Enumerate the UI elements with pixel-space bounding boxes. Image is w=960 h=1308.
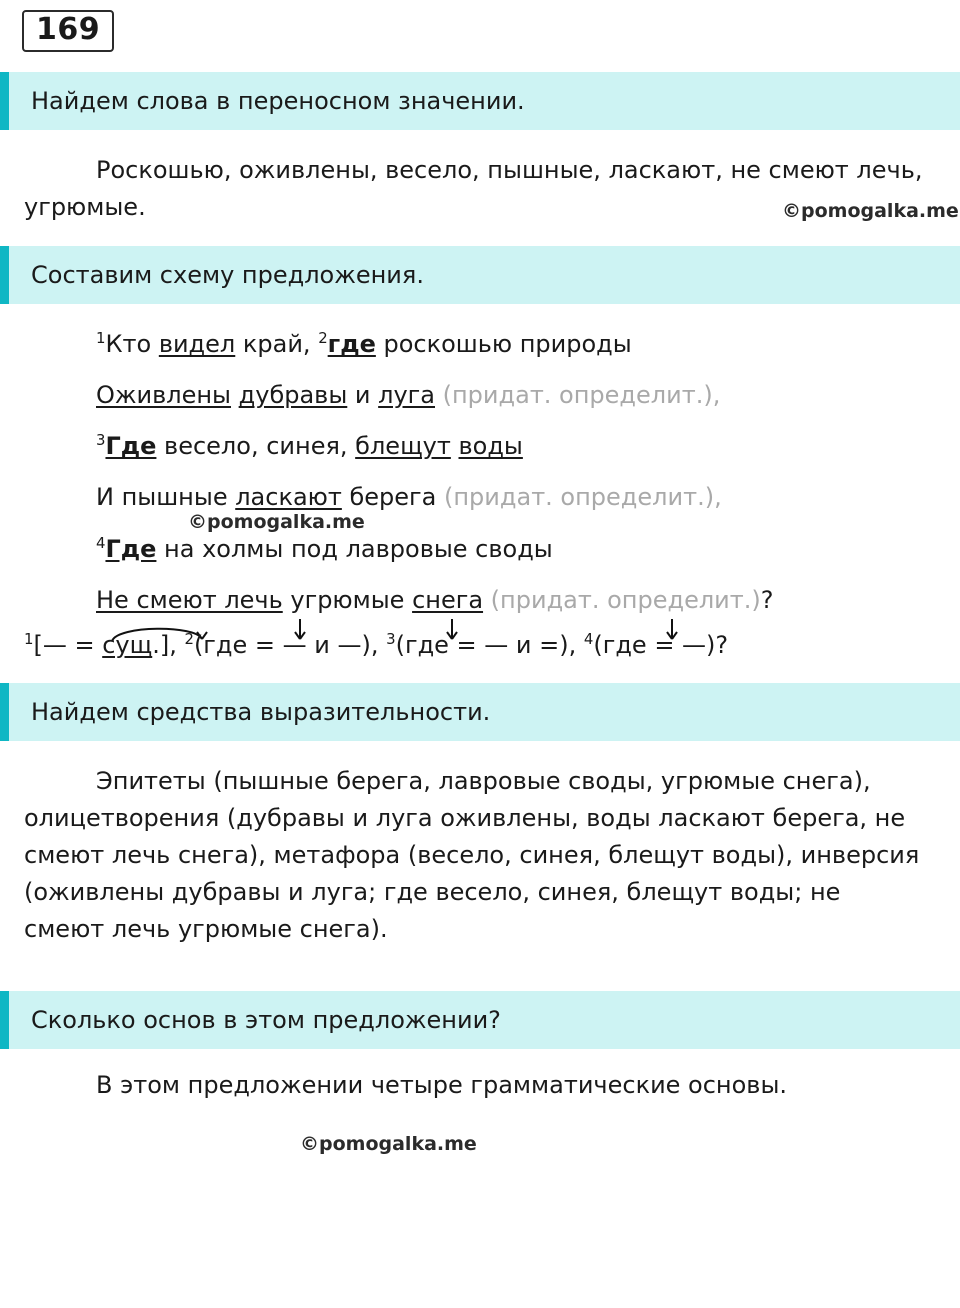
instruction-band-figurative: Найдем слова в переносном значении. bbox=[0, 72, 960, 130]
exercise-number: 169 bbox=[22, 10, 114, 52]
scheme-part-3: (где = — и =), bbox=[395, 631, 584, 659]
scheme-marker-2: 2 bbox=[184, 630, 194, 648]
line1-underline-1: видел bbox=[158, 329, 236, 358]
sentence-line-4 bbox=[24, 479, 924, 516]
line6-underline-2: снега bbox=[412, 585, 484, 614]
clause-marker-1: 1 bbox=[96, 328, 106, 347]
sentence-line-5 bbox=[24, 531, 924, 568]
line1-text-2: край, bbox=[235, 329, 319, 358]
sentence-line-3 bbox=[24, 428, 924, 465]
scheme-part-4: (где = —)? bbox=[593, 631, 729, 659]
clause-marker-2: 2 bbox=[318, 328, 328, 347]
instruction-band-bases: Сколько основ в этом предложении? bbox=[0, 991, 960, 1049]
sentence-line-1 bbox=[24, 326, 924, 363]
line4-underline-1: ласкают bbox=[235, 483, 342, 512]
line4-text-2: берега bbox=[341, 483, 437, 512]
clause-marker-3: 3 bbox=[96, 431, 106, 450]
line4-note: (придат. определит.), bbox=[436, 483, 722, 512]
line1-text-1: Кто bbox=[105, 329, 159, 358]
answer-bases-count: В этом предложении четыре грамматические основы. bbox=[96, 1070, 788, 1099]
watermark-3: ©pomogalka.me bbox=[300, 1133, 477, 1155]
scheme-part-2: (где = — и —), bbox=[193, 631, 387, 659]
watermark-1: ©pomogalka.me bbox=[782, 200, 959, 222]
line6-note: (придат. определит.) bbox=[483, 585, 761, 614]
scheme-part-1-end: .], bbox=[152, 631, 185, 659]
line4-text-1: И пышные bbox=[96, 483, 236, 512]
figurative-words-text: Роскошью, оживлены, весело, пышные, ласкают, не смеют лечь, угрюмые. bbox=[24, 155, 923, 221]
line2-underline-2: дубравы bbox=[238, 381, 348, 410]
line3-text-1: весело, синея, bbox=[156, 432, 356, 461]
line3-underline-1: блещут bbox=[355, 432, 451, 461]
line5-bold-1: Где bbox=[105, 534, 157, 563]
line6-text-1: угрюмые bbox=[282, 585, 413, 614]
exercise-number-container bbox=[0, 0, 960, 52]
line2-underline-3: луга bbox=[378, 381, 435, 410]
sentence-line-6 bbox=[24, 582, 924, 619]
line3-underline-2: воды bbox=[458, 432, 523, 461]
line6-question-mark: ? bbox=[760, 585, 774, 614]
watermark-2: ©pomogalka.me bbox=[188, 511, 365, 533]
line3-text-2 bbox=[451, 432, 459, 460]
line1-text-3: роскошью природы bbox=[375, 329, 632, 358]
scheme-part-1: [— = bbox=[33, 631, 103, 659]
expressive-means-text: Эпитеты (пышные берега, лавровые своды, угрюмые снега), олицетворения (дубравы и луга оживлены, воды ласкают берега, не смеют лечь снега), метафора (весело, синея, блещут воды), инверсия (оживлены дубравы и луга; где весело, синея, блещут воды; не смеют лечь угрюмые снега). bbox=[24, 766, 920, 944]
answer-expressive-means bbox=[0, 741, 960, 971]
clause-marker-4: 4 bbox=[96, 533, 106, 552]
instruction-band-expressive: Найдем средства выразительности. bbox=[0, 683, 960, 741]
sentence-line-2 bbox=[24, 377, 924, 414]
scheme-marker-4: 4 bbox=[583, 630, 594, 648]
line2-note: (придат. определит.), bbox=[435, 381, 721, 410]
sentence-analysis bbox=[0, 304, 960, 619]
line6-underline-1: Не смеют лечь bbox=[96, 585, 283, 614]
scheme-marker-3: 3 bbox=[386, 630, 396, 648]
scheme-marker-1: 1 bbox=[24, 630, 34, 648]
instruction-band-scheme: Составим схему предложения. bbox=[0, 246, 960, 304]
line5-text-1: на холмы под лавровые своды bbox=[156, 534, 553, 563]
line1-bold-1: где bbox=[327, 329, 376, 358]
line2-underline-1: Оживлены bbox=[96, 381, 231, 410]
line2-text-1 bbox=[231, 381, 239, 409]
sentence-scheme bbox=[0, 619, 960, 663]
line3-bold-1: Где bbox=[105, 432, 157, 461]
line2-text-2: и bbox=[347, 381, 379, 410]
scheme-part-1-underline: сущ bbox=[102, 631, 153, 659]
